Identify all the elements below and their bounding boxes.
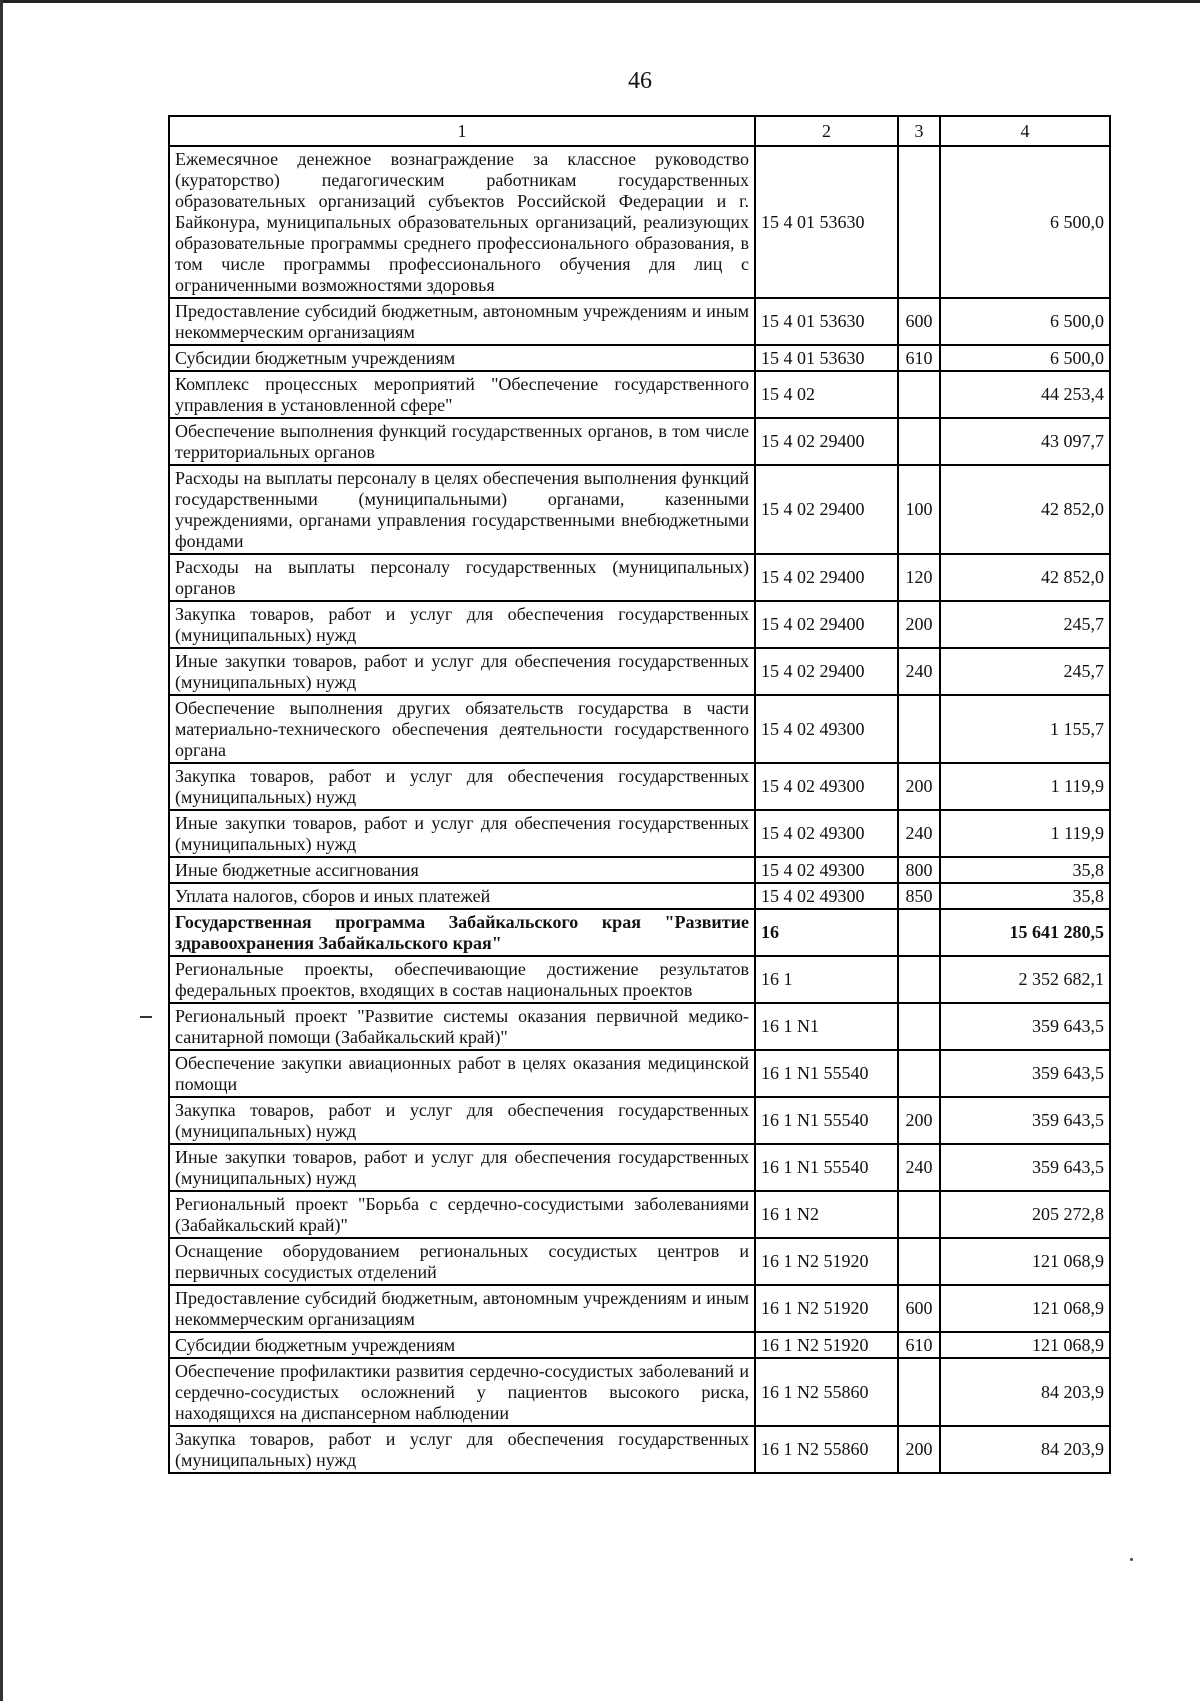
row-name-cell: Региональный проект "Развитие системы оказания первичной медико-санитарной помощи (Забайкальский край)" [169,1003,755,1050]
row-type-cell [898,956,940,1003]
row-amount-cell: 205 272,8 [940,1191,1110,1238]
row-type-cell [898,1238,940,1285]
row-code-cell: 15 4 01 53630 [755,345,898,371]
row-code-cell: 15 4 02 29400 [755,418,898,465]
budget-table [168,115,1111,1474]
row-amount-cell: 35,8 [940,883,1110,909]
row-amount-cell: 359 643,5 [940,1003,1110,1050]
budget-table-container [168,115,1109,1474]
table-row [169,298,1110,345]
row-type-cell [898,1003,940,1050]
table-row [169,1191,1110,1238]
row-type-cell [898,909,940,956]
row-amount-cell: 42 852,0 [940,554,1110,601]
row-name-cell: Ежемесячное денежное вознаграждение за классное руководство (кураторство) педагогическим работникам государственных образовательных организаций субъектов Российской Федерации и г. Байконура, муниципальных образовательных организаций, реализующих образовательные программы среднего профессионального образования, в том числе программы профессионального обучения для лиц с ограниченными возможностями здоровья [169,146,755,298]
row-amount-cell: 15 641 280,5 [940,909,1110,956]
row-amount-cell: 359 643,5 [940,1050,1110,1097]
header-col-2: 2 [755,116,898,146]
row-amount-cell: 6 500,0 [940,298,1110,345]
row-code-cell: 15 4 02 29400 [755,648,898,695]
table-row [169,763,1110,810]
row-code-cell: 15 4 02 [755,371,898,418]
table-row [169,857,1110,883]
row-code-cell: 16 1 N1 55540 [755,1050,898,1097]
table-row [169,418,1110,465]
row-type-cell: 600 [898,298,940,345]
row-type-cell: 610 [898,1332,940,1358]
header-row [169,116,1110,146]
table-row [169,1426,1110,1473]
row-amount-cell: 121 068,9 [940,1238,1110,1285]
row-name-cell: Обеспечение выполнения функций государственных органов, в том числе территориальных органов [169,418,755,465]
row-type-cell: 240 [898,648,940,695]
header-col-4: 4 [940,116,1110,146]
margin-mark [140,1016,152,1018]
row-type-cell: 120 [898,554,940,601]
row-type-cell [898,146,940,298]
row-type-cell: 240 [898,810,940,857]
row-name-cell: Оснащение оборудованием региональных сосудистых центров и первичных сосудистых отделений [169,1238,755,1285]
table-row [169,909,1110,956]
table-row [169,554,1110,601]
row-code-cell: 15 4 02 49300 [755,695,898,763]
table-row [169,1285,1110,1332]
row-code-cell: 16 1 N1 [755,1003,898,1050]
row-type-cell: 200 [898,1097,940,1144]
row-name-cell: Закупка товаров, работ и услуг для обеспечения государственных (муниципальных) нужд [169,763,755,810]
row-type-cell: 200 [898,763,940,810]
table-row [169,371,1110,418]
row-amount-cell: 35,8 [940,857,1110,883]
row-amount-cell: 6 500,0 [940,345,1110,371]
table-row [169,883,1110,909]
row-type-cell: 800 [898,857,940,883]
row-code-cell: 16 1 N1 55540 [755,1144,898,1191]
row-amount-cell: 1 155,7 [940,695,1110,763]
row-name-cell: Расходы на выплаты персоналу в целях обеспечения выполнения функций государственными (муниципальными) органами, казенными учреждениями, органами управления государственными внебюджетными фондами [169,465,755,554]
table-row [169,1144,1110,1191]
row-name-cell: Обеспечение закупки авиационных работ в целях оказания медицинской помощи [169,1050,755,1097]
table-row [169,695,1110,763]
scan-left-edge [0,0,3,1701]
table-row [169,1332,1110,1358]
row-code-cell: 16 1 N2 55860 [755,1358,898,1426]
row-name-cell: Региональный проект "Борьба с сердечно-сосудистыми заболеваниями (Забайкальский край)" [169,1191,755,1238]
row-amount-cell: 84 203,9 [940,1426,1110,1473]
table-row [169,956,1110,1003]
row-type-cell [898,1050,940,1097]
row-name-cell: Региональные проекты, обеспечивающие достижение результатов федеральных проектов, входящих в состав национальных проектов [169,956,755,1003]
header-col-3: 3 [898,116,940,146]
row-type-cell: 610 [898,345,940,371]
table-row [169,146,1110,298]
row-amount-cell: 42 852,0 [940,465,1110,554]
row-amount-cell: 245,7 [940,648,1110,695]
row-name-cell: Субсидии бюджетным учреждениям [169,345,755,371]
row-name-cell: Предоставление субсидий бюджетным, автономным учреждениям и иным некоммерческим организациям [169,298,755,345]
row-code-cell: 15 4 02 29400 [755,554,898,601]
table-row [169,465,1110,554]
row-amount-cell: 1 119,9 [940,810,1110,857]
row-type-cell [898,695,940,763]
row-name-cell: Закупка товаров, работ и услуг для обеспечения государственных (муниципальных) нужд [169,1426,755,1473]
table-body [169,146,1110,1473]
row-amount-cell: 359 643,5 [940,1144,1110,1191]
table-row [169,1358,1110,1426]
margin-dot [1130,1558,1133,1561]
row-code-cell: 16 1 [755,956,898,1003]
row-code-cell: 16 1 N1 55540 [755,1097,898,1144]
row-amount-cell: 43 097,7 [940,418,1110,465]
page-number: 46 [628,68,652,94]
row-name-cell: Предоставление субсидий бюджетным, автономным учреждениям и иным некоммерческим организациям [169,1285,755,1332]
row-code-cell: 16 [755,909,898,956]
row-code-cell: 16 1 N2 51920 [755,1285,898,1332]
row-code-cell: 15 4 02 29400 [755,601,898,648]
row-amount-cell: 121 068,9 [940,1285,1110,1332]
row-name-cell: Иные закупки товаров, работ и услуг для обеспечения государственных (муниципальных) нужд [169,1144,755,1191]
row-code-cell: 16 1 N2 51920 [755,1332,898,1358]
row-name-cell: Иные бюджетные ассигнования [169,857,755,883]
table-row [169,1050,1110,1097]
row-code-cell: 16 1 N2 55860 [755,1426,898,1473]
row-code-cell: 16 1 N2 51920 [755,1238,898,1285]
row-code-cell: 15 4 02 49300 [755,883,898,909]
row-type-cell: 600 [898,1285,940,1332]
row-type-cell [898,418,940,465]
table-row [169,1003,1110,1050]
table-row [169,1238,1110,1285]
row-amount-cell: 6 500,0 [940,146,1110,298]
row-name-cell: Уплата налогов, сборов и иных платежей [169,883,755,909]
row-code-cell: 15 4 01 53630 [755,146,898,298]
row-name-cell: Государственная программа Забайкальского края "Развитие здравоохранения Забайкальского края" [169,909,755,956]
row-code-cell: 15 4 02 29400 [755,465,898,554]
row-type-cell: 850 [898,883,940,909]
row-amount-cell: 245,7 [940,601,1110,648]
scan-top-edge [0,0,1200,3]
row-type-cell: 200 [898,1426,940,1473]
row-name-cell: Иные закупки товаров, работ и услуг для обеспечения государственных (муниципальных) нужд [169,648,755,695]
row-type-cell [898,371,940,418]
row-name-cell: Обеспечение выполнения других обязательств государства в части материально-технического обеспечения деятельности государственного органа [169,695,755,763]
table-row [169,1097,1110,1144]
row-type-cell: 100 [898,465,940,554]
row-type-cell [898,1191,940,1238]
row-code-cell: 15 4 01 53630 [755,298,898,345]
row-code-cell: 15 4 02 49300 [755,810,898,857]
row-amount-cell: 1 119,9 [940,763,1110,810]
row-name-cell: Комплекс процессных мероприятий "Обеспечение государственного управления в установленной сфере" [169,371,755,418]
row-code-cell: 15 4 02 49300 [755,763,898,810]
row-amount-cell: 2 352 682,1 [940,956,1110,1003]
row-name-cell: Расходы на выплаты персоналу государственных (муниципальных) органов [169,554,755,601]
row-name-cell: Обеспечение профилактики развития сердечно-сосудистых заболеваний и сердечно-сосудистых осложнений у пациентов высокого риска, находящихся на диспансерном наблюдении [169,1358,755,1426]
table-row [169,648,1110,695]
row-code-cell: 15 4 02 49300 [755,857,898,883]
row-name-cell: Иные закупки товаров, работ и услуг для обеспечения государственных (муниципальных) нужд [169,810,755,857]
table-row [169,345,1110,371]
row-name-cell: Закупка товаров, работ и услуг для обеспечения государственных (муниципальных) нужд [169,1097,755,1144]
row-amount-cell: 44 253,4 [940,371,1110,418]
row-type-cell: 240 [898,1144,940,1191]
table-row [169,810,1110,857]
row-name-cell: Закупка товаров, работ и услуг для обеспечения государственных (муниципальных) нужд [169,601,755,648]
row-type-cell [898,1358,940,1426]
table-row [169,601,1110,648]
row-name-cell: Субсидии бюджетным учреждениям [169,1332,755,1358]
row-amount-cell: 121 068,9 [940,1332,1110,1358]
row-type-cell: 200 [898,601,940,648]
row-amount-cell: 84 203,9 [940,1358,1110,1426]
row-code-cell: 16 1 N2 [755,1191,898,1238]
row-amount-cell: 359 643,5 [940,1097,1110,1144]
header-col-1: 1 [169,116,755,146]
